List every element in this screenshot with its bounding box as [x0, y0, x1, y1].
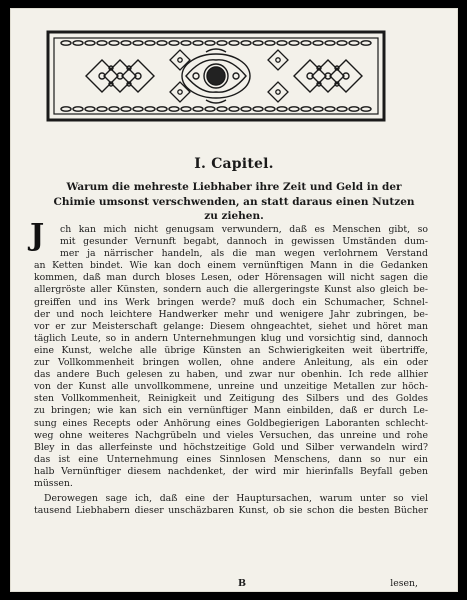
- lattice-ornament-left: [86, 60, 154, 92]
- chain-link: [145, 41, 155, 45]
- ornamental-header-border: [46, 30, 386, 122]
- heading-line: Chimie umsonst verschwenden, an statt daraus einen Nutzen: [53, 195, 415, 208]
- text-line: tausend Liebhabern dieser unschäzbaren Kunst, ob sie schon die besten Bücher: [34, 505, 428, 517]
- chain-link: [193, 107, 203, 111]
- body-text: [34, 224, 428, 517]
- chain-link: [349, 107, 359, 111]
- chain-link: [265, 107, 275, 111]
- chain-link: [241, 107, 251, 111]
- chain-link: [61, 107, 71, 111]
- chain-link: [181, 107, 191, 111]
- chain-link: [361, 107, 371, 111]
- chain-link: [73, 41, 83, 45]
- chain-link: [61, 41, 71, 45]
- text-line: vor er zur Meisterschaft gelange: Diesem ohngeachtet, siehet und höret man: [34, 320, 428, 332]
- chain-link: [109, 41, 119, 45]
- text-line: an Ketten bindet. Wie kan doch einem vernünftigen Mann in die Gedanken: [34, 260, 428, 272]
- chapter-heading: [34, 180, 434, 224]
- text-line: halb Vernünftiger diesem nachdenket, der wird mir hierinfalls Beyfall geben: [34, 465, 428, 477]
- chain-link: [181, 41, 191, 45]
- chain-link: [193, 41, 203, 45]
- heading-line: zu ziehen.: [204, 210, 264, 222]
- chain-link: [157, 107, 167, 111]
- chain-link: [313, 41, 323, 45]
- text-line: Bley in das allerfeinste und höchstzeitige Gold und Silber verwandeln wird?: [34, 441, 428, 453]
- chain-link: [277, 107, 287, 111]
- chain-link: [361, 41, 371, 45]
- text-line: kommen, daß man durch bloses Lesen, oder Hörensagen will nicht sagen die: [34, 272, 428, 284]
- chain-link: [133, 41, 143, 45]
- text-line: sung eines Recepts oder Anhörung eines Goldbegierigen Laboranten schlecht-: [34, 417, 428, 429]
- text-line: sten Vollkommenheit, Reinigkeit und Zeitigung des Silbers und des Goldes: [34, 393, 428, 405]
- text-line: greiffen und ins Werk bringen werde? muß doch ein Schumacher, Schnel-: [34, 296, 428, 308]
- chain-link: [169, 107, 179, 111]
- chain-link: [205, 107, 215, 111]
- text-line: mer ja närrischer handeln, als die man wegen verlohrnem Verstand: [60, 248, 428, 260]
- chapter-title: I. Capitel.: [194, 156, 274, 172]
- chain-link: [265, 41, 275, 45]
- heading-line: Warum die mehreste Liebhaber ihre Zeit und Geld in der: [66, 181, 402, 193]
- chain-link: [169, 41, 179, 45]
- chain-link: [253, 107, 263, 111]
- text-line: eine Kunst, welche alle übrige Künsten an Schwierigkeiten weit übertriffe,: [34, 344, 428, 356]
- chain-link: [241, 41, 251, 45]
- chain-link: [97, 41, 107, 45]
- chain-link: [157, 41, 167, 45]
- chain-link: [133, 107, 143, 111]
- chain-link: [301, 107, 311, 111]
- text-line: der und noch leichtere Handwerker mehr und wenigere Jahr zubringen, be-: [34, 308, 428, 320]
- chain-link: [229, 107, 239, 111]
- chain-link: [217, 107, 227, 111]
- catchword: lesen,: [390, 578, 418, 589]
- text-line: zur Vollkommenheit bringen wollen, ohne andere Anleitung, als ein oder: [34, 357, 428, 369]
- chain-link: [325, 107, 335, 111]
- chain-link: [217, 41, 227, 45]
- book-page: [10, 8, 458, 592]
- central-medallion: [182, 49, 250, 103]
- chain-link: [253, 41, 263, 45]
- chain-link: [145, 107, 155, 111]
- text-line: müssen.: [34, 477, 73, 489]
- chain-link: [97, 107, 107, 111]
- text-line: zu bringen; wie kan sich ein vernünftiger Mann einbilden, daß er durch Le-: [34, 405, 428, 417]
- chain-link: [301, 41, 311, 45]
- chain-link: [289, 41, 299, 45]
- text-line: allergröste aller Künsten, sondern auch die allergeringste Kunst also gleich be-: [34, 284, 428, 296]
- chain-link: [85, 41, 95, 45]
- chain-link: [121, 107, 131, 111]
- chain-link: [337, 107, 347, 111]
- chain-link: [121, 41, 131, 45]
- chain-link: [325, 41, 335, 45]
- chain-link: [337, 41, 347, 45]
- chain-link: [73, 107, 83, 111]
- text-line: weg ohne weiteres Nachgrübeln und vieles Versuchen, das unreine und rohe: [34, 429, 428, 441]
- chain-link: [85, 107, 95, 111]
- chain-link: [277, 41, 287, 45]
- chain-link: [205, 41, 215, 45]
- signature-mark: B: [238, 578, 247, 589]
- chain-link: [229, 41, 239, 45]
- text-line: täglich Leute, so in andern Unternehmungen klug und vorsichtig sind, dannoch: [34, 332, 428, 344]
- chain-link: [109, 107, 119, 111]
- text-line: Derowegen sage ich, daß eine der Hauptursachen, warum unter so viel: [44, 493, 428, 505]
- text-line: mit gesunder Vernunft begabt, dannoch in gewissen Umständen dum-: [60, 236, 428, 248]
- text-line: das ist eine Unternehmung eines Sinnlosen Menschens, dann so nur ein: [34, 453, 428, 465]
- text-line: das andere Buch gelesen zu haben, und zwar nur obenhin. Ich rede allhier: [34, 369, 428, 381]
- drop-cap: J: [30, 218, 45, 253]
- lattice-ornament-right: [294, 60, 362, 92]
- chain-link: [313, 107, 323, 111]
- chain-link: [349, 41, 359, 45]
- text-line: ch kan mich nicht genugsam verwundern, daß es Menschen gibt, so: [60, 224, 428, 235]
- text-line: von der Kunst alle unvollkommene, unreine und unzeitige Metallen zur höch-: [34, 381, 428, 393]
- chain-link: [289, 107, 299, 111]
